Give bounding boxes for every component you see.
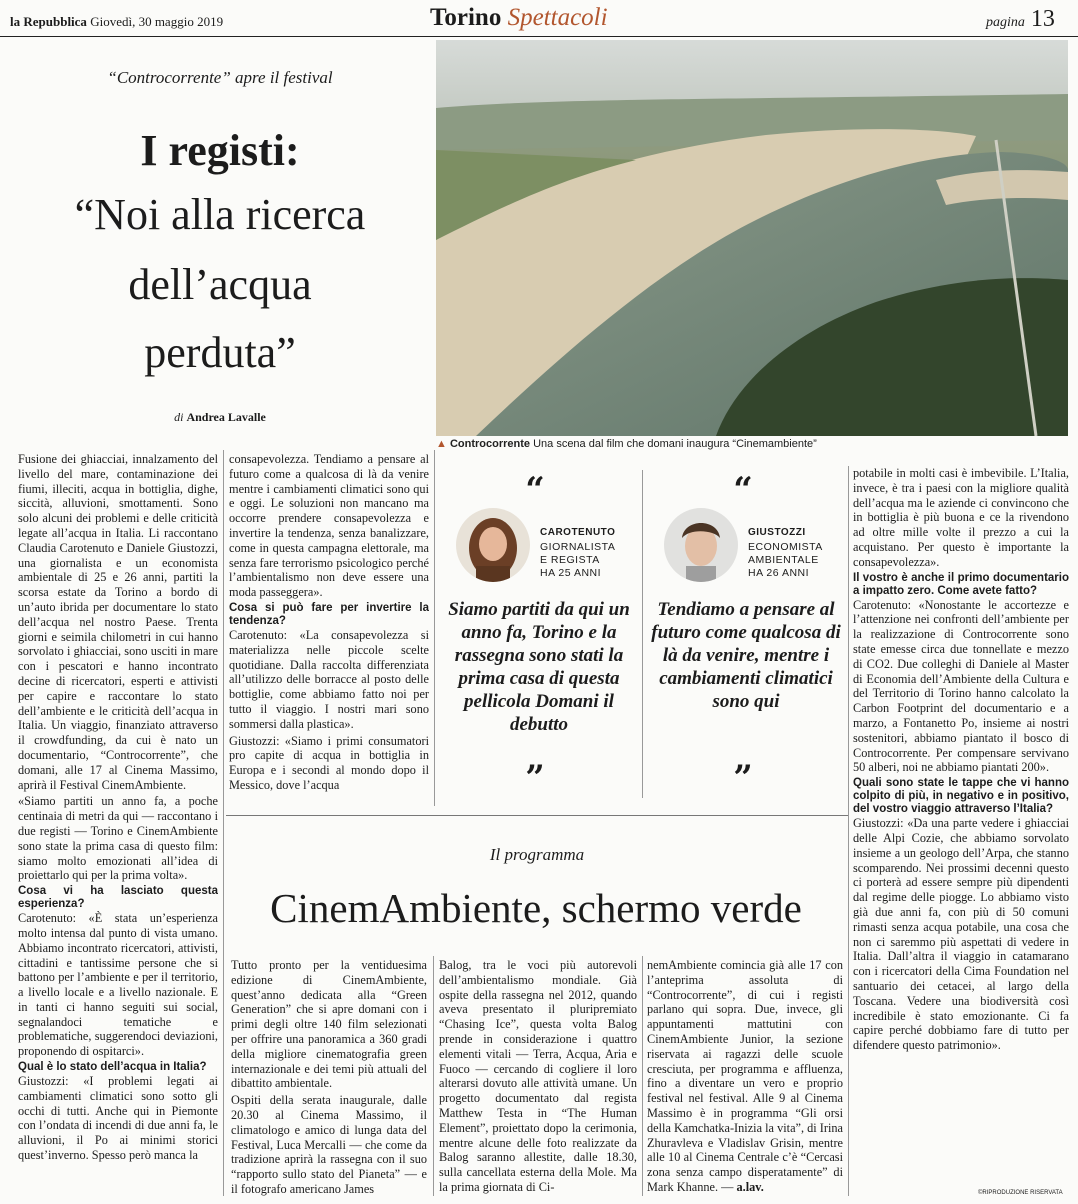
- article-photo: [436, 40, 1068, 436]
- interview-question: Cosa vi ha lasciato questa esperienza?: [18, 885, 218, 911]
- programma-column-3: [647, 958, 843, 1196]
- open-quote-icon: “: [733, 470, 753, 510]
- paragraph: «Siamo partiti un anno fa, a poche centinaia di metri da qui — raccontano i due registi — Torino e CinemAmbiente sono state la prima casa di questo film: siamo molto emozionati all’idea di proiettarlo qui per la prima volta».: [18, 794, 218, 883]
- paragraph: Carotenuto: «Nonostante le accortezze e l’attenzione nei confronti dell’ambiente per la realizzazione di Controcorrente sono state emesse circa due tonnellate e mezzo di CO2. Due colleghi di Daniele al Master di Economia dell’Ambiente della Cultura e del Territorio di Torino hanno calcolato la Carbon Footprint del documentario e a marzo, a Fontanetto Po, insieme ai nostri sostenitori, abbiamo piantato il bosco di Controcorrente. Per compensare servivano 50 alberi, noi ne abbiamo piantati 200».: [853, 597, 1069, 775]
- avatar-giustozzi: [664, 508, 738, 582]
- pull-quote-right: Tendiamo a pensare al futuro come qualcosa di là da venire, mentre i cambiamenti climatici sono qui: [651, 599, 841, 712]
- photo-caption: [436, 438, 1068, 450]
- interview-question: Il vostro è anche il primo documentario a impatto zero. Come avete fatto?: [853, 571, 1069, 597]
- paragraph: Ospiti della serata inaugurale, dalle 20.30 al Cinema Massimo, il climatologo e amico di lunga data del Festival, Luca Mercalli — che come da tradizione aprirà la rassegna con il suo “rapporto sullo stato del Pianeta” — e il fotografo americano James: [231, 1093, 427, 1196]
- column-divider: [642, 470, 643, 798]
- column-divider: [433, 956, 434, 1196]
- caption-label: Controcorrente: [449, 438, 531, 450]
- close-quote-icon: ”: [733, 758, 753, 798]
- interview-question: Quali sono state le tappe che vi hanno colpito di più, in negativo e in positivo, del vostro viaggio attraverso l’Italia?: [853, 777, 1069, 816]
- quote-person-role: [748, 541, 823, 580]
- paragraph: Giustozzi: «Siamo i primi consumatori pro capite di acqua in bottiglia in Europa e i secondi al mondo dopo il Messico, dove l’acqua: [229, 733, 429, 792]
- page-number-block: [986, 6, 1055, 33]
- avatar-carotenuto: [456, 508, 530, 582]
- headline-line-3: dell’acqua: [128, 260, 312, 309]
- section-name: Spettacoli: [507, 4, 608, 31]
- column-divider: [642, 956, 643, 1196]
- article-column-5: [853, 466, 1069, 1188]
- issue-date: Giovedì, 30 maggio 2019: [90, 14, 224, 29]
- role-line: GIORNALISTA: [540, 541, 616, 553]
- paragraph: potabile in molti casi è imbevibile. L’Italia, invece, è tra i paesi con la migliore qualità dell’acqua ma le aziende ci convincono che in bottiglia è più buona e ce la rivendono ad oltre mille volte il prezzo a cui la acquistano. Per questo è importante la consapevolezza».: [853, 466, 1069, 569]
- copyright-note: ©RIPRODUZIONE RISERVATA: [978, 1190, 1063, 1196]
- quote-person-name: GIUSTOZZI: [748, 527, 806, 538]
- headline-line-2: “Noi alla ricerca: [74, 190, 366, 239]
- column-divider: [848, 466, 849, 1196]
- quote-person-name: CAROTENUTO: [540, 527, 616, 538]
- programma-title: CinemAmbiente, schermo verde: [270, 885, 802, 931]
- article-kicker: “Controcorrente” apre il festival: [107, 68, 333, 87]
- paragraph: Carotenuto: «La consapevolezza si materializza nelle piccole scelte quotidiane. Dalla raccolta differenziata all’utilizzo delle borracce al posto delle bottiglie, come abbiamo fatto noi per tutto il viaggio. I nostri mari sono sommersi dalla plastica».: [229, 627, 429, 731]
- box-top-rule: [226, 815, 848, 816]
- paragraph: Tutto pronto per la ventiduesima edizione di CinemAmbiente, quest’anno dedicata alla “Green Generation” che si apre domani con i primi degli oltre 140 film selezionati per offrire una panoramica a 360 gradi della migliore cinematografia green internazionale e dei temi più attuali del dibattito ambientale.: [231, 958, 427, 1091]
- role-line: HA 25 ANNI: [540, 567, 602, 579]
- headline-line-4: perduta”: [144, 328, 296, 377]
- article-column-1: [18, 452, 218, 1192]
- paragraph: [647, 958, 843, 1195]
- open-quote-icon: “: [525, 470, 545, 510]
- page-label: pagina: [986, 15, 1025, 30]
- paragraph: Balog, tra le voci più autorevoli dell’ambientalismo mondiale. Già ospite della rassegna nel 2012, quando aveva presentato il pluripremiato “Chasing Ice”, questa volta Balog prende in considerazione i quattro elementi vitali — Terra, Acqua, Aria e Fuoco — cercando di cogliere il loro alterarsi dovuto alle attività umane. Un progetto documentato dal regista Matthew Testa in “The Human Element”, proiettato dopo la cerimonia, mentre alcune delle foto realizzate da Balog saranno allestite, dalle 18.30, sulla cancellata esterna della Mole. Ma la prima giornata di Ci-: [439, 958, 637, 1194]
- river-aerial-image: [436, 40, 1068, 436]
- caption-text: Una scena dal film che domani inaugura “Cinemambiente”: [533, 438, 817, 450]
- programma-label: Il programma: [489, 845, 585, 864]
- interview-question: Qual è lo stato dell’acqua in Italia?: [18, 1061, 207, 1074]
- paragraph: Giustozzi: «Da una parte vedere i ghiacciai delle Alpi Cozie, che abbiamo sorvolato insieme a un geologo dell’Arpa, che stanno scomparendo. Nei prossimi decenni questo ci porterà ad essere sempre più dipendenti dal regime delle piogge. Lo abbiamo visto già due anni fa, con più di 50 comuni rimasti senza acqua potabile, una cosa che non ci saremmo più aspettati di vedere in Italia. Dall’altra il viaggio in catamarano con i ricercatori della Cima Foundation nel santuario dei cetacei, al largo della Toscana. Vedere una biodiversità così incredibile è stato emozionante. Ci fa capire perché dobbiamo fare di tutto per difendere questo patrimonio».: [853, 816, 1069, 1053]
- paragraph: consapevolezza. Tendiamo a pensare al futuro come a qualcosa di là da venire mentre i cambiamenti climatici sono qui e oggi. Le soluzioni non mancano ma occorre prendere consapevolezza e invertire la tendenza, senza banalizzare, come in questa campagna elettorale, ma senza fare terrorismo psicologico perché l’ambientalismo non deve essere una moda passeggera».: [229, 452, 429, 600]
- paragraph: Giustozzi: «I problemi legati ai cambiamenti climatici sono sotto gli occhi di tutti. Anche qui in Piemonte con l’ondata di incendi di due anni fa, le alluvioni, il Po ai minimi storici quest’inverno. Spesso però manca la: [18, 1074, 218, 1163]
- role-line: ECONOMISTA: [748, 541, 823, 553]
- signature: a.lav.: [736, 1179, 764, 1194]
- role-line: E REGISTA: [540, 554, 600, 566]
- interview-question: Cosa si può fare per invertire la tendenza?: [229, 601, 429, 627]
- page-number: 13: [1030, 6, 1055, 32]
- masthead: [10, 14, 223, 30]
- byline-prefix: di: [174, 410, 184, 424]
- section-title: [430, 4, 608, 32]
- paragraph: Fusione dei ghiacciai, innalzamento del livello del mare, contaminazione dei fiumi, illeciti, acqua in bottiglia, dighe, siccità, alluvioni, smottamenti. Sono solo alcuni dei problemi e delle criticità legate all’acqua in Italia. Li raccontano Claudia Carotenuto e Daniele Giustozzi, una giornalista e un economista ambientale di 25 e 26 anni, partiti la scorsa estate da Torino a bordo di un’auto ibrida per documentare lo stato dell’acqua nel nostro Paese. Trenta giorni e seimila chilometri in cui hanno sorvolato i ghiacciai, sono usciti in mare con i pescatori e hanno incontrato decine di ricercatori, esperti e attivisti per capire e raccontare lo stato dell’ambiente e le criticità dell’acqua in Italia. Un viaggio, finanziato attraverso il crowdfunding, da cui è nato un documentario, “Controcorrente”, che domani, alle 17 al Cinema Massimo, aprirà il Festival CinemAmbiente.: [18, 452, 218, 792]
- role-line: HA 26 ANNI: [748, 567, 810, 579]
- paragraph-text: nemAmbiente comincia già alle 17 con l’anteprima assoluta di “Controcorrente”, di cui i registi parlano qui sopra. Due, invece, gli appuntamenti mattutini con CinemAmbiente Junior, la sezione riservata ai ragazzi delle scuole cresciuta, per programma e affluenza, fino a diventare un vero e proprio festival nel festival. Alle 9 al Cinema Massimo è in programma “Gli orsi della Kamchatka-Inizia la vita”, di Irina Zhuravleva e Vladislav Grisin, mentre alle 10 al Cinema Centrale c’è “Cercasi zona senza campo disperatamente” di Mark Khanne. —: [647, 958, 843, 1194]
- article-column-2: [229, 452, 429, 802]
- triangle-icon: ▲: [436, 438, 447, 450]
- headline-line-1: I registi:: [140, 126, 300, 175]
- column-divider: [434, 450, 435, 806]
- newspaper-name: la Repubblica: [10, 14, 87, 29]
- byline-author: Andrea Lavalle: [186, 410, 266, 424]
- close-quote-icon: ”: [525, 758, 545, 798]
- section-city: Torino: [430, 4, 502, 31]
- paragraph: Carotenuto: «È stata un’esperienza molto intensa dal punto di vista umano. Abbiamo incontrato ricercatori, attivisti, cittadini e tantissime persone che si battono per l’ambiente e per il territorio, a livello locale e a livello nazionale. E in tanti ci hanno seguiti sui social, segnalandoci tematiche e problematiche, suggerendoci deviazioni, proponendo di ospitarci».: [18, 911, 218, 1059]
- header-rule: [0, 36, 1078, 37]
- column-divider: [223, 450, 224, 1196]
- programma-column-1: [231, 958, 427, 1196]
- programma-column-2: [439, 958, 637, 1196]
- byline: [12, 410, 428, 425]
- pull-quote-left: Siamo partiti da qui un anno fa, Torino e la rassegna sono stati la prima casa di questa pellicola Domani il debutto: [448, 599, 630, 735]
- role-line: AMBIENTALE: [748, 554, 819, 566]
- quote-person-role: [540, 541, 615, 580]
